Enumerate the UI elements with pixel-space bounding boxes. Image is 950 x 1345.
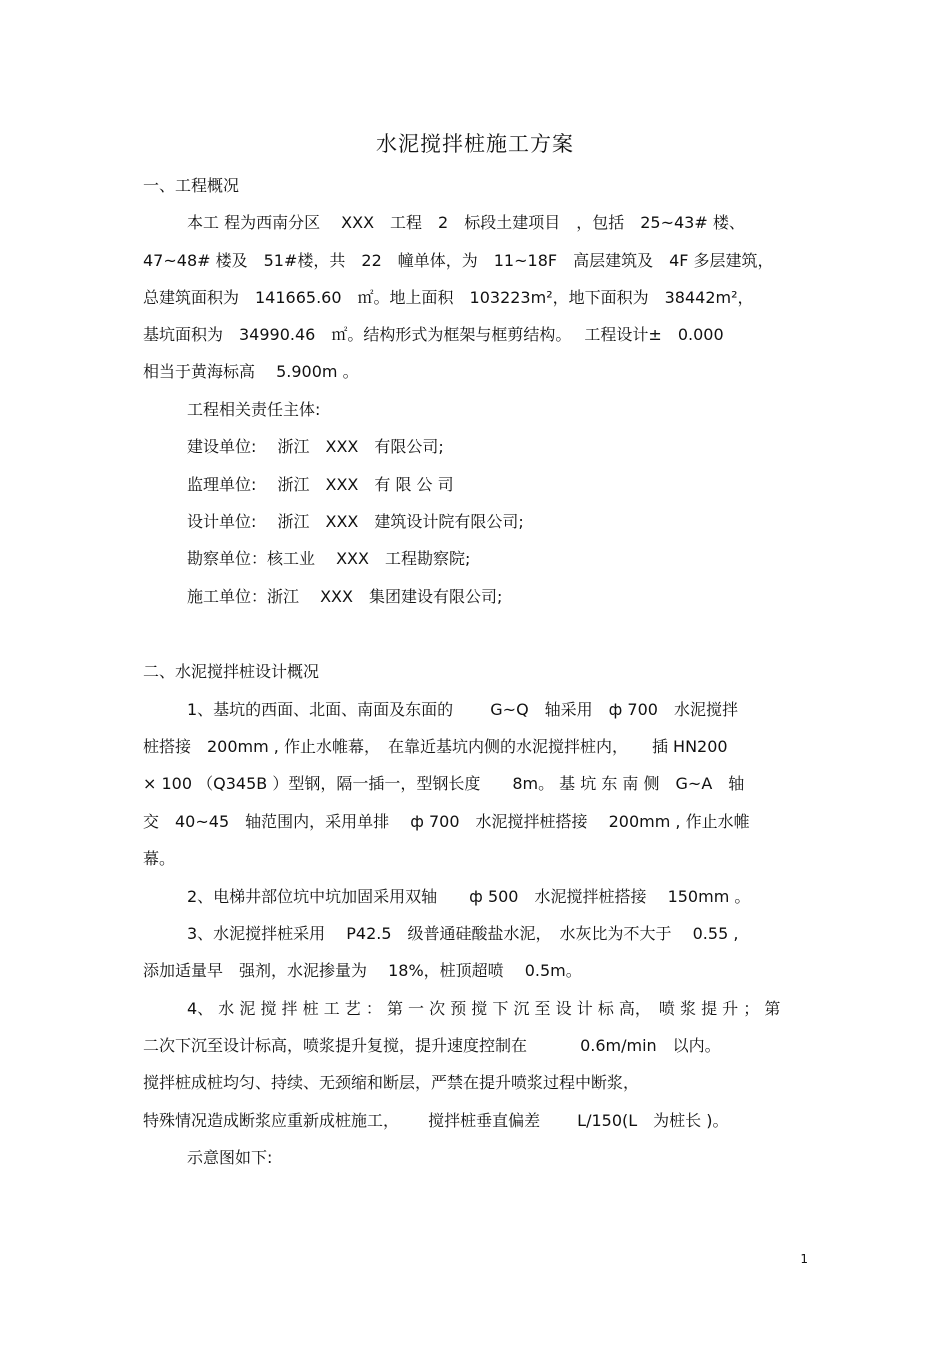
paragraph-line: 本工 程为西南分区 XXX 工程 2 标段土建项目 ，包括 25~43# 楼、 <box>187 213 745 232</box>
paragraph-line: 交 40~45 轴范围内，采用单排 ф 700 水泥搅拌桩搭接 200mm , 作止水帷 <box>143 812 750 831</box>
paragraph-line: 47~48# 楼及 51#楼，共 22 幢单体，为 11~18F 高层建筑及 4F 多层建筑， <box>143 251 774 270</box>
paragraph-line: 示意图如下: <box>187 1148 273 1167</box>
page-title: 水泥搅拌桩施工方案 <box>376 132 574 156</box>
page-number: 1 <box>800 1252 808 1266</box>
party-line: 建设单位: 浙江 XXX 有限公司; <box>187 437 444 456</box>
paragraph-line: 搅拌桩成桩均匀、持续、无颈缩和断层，严禁在提升喷浆过程中断浆， <box>143 1073 640 1092</box>
paragraph-line: 2、电梯井部位坑中坑加固采用双轴 ф 500 水泥搅拌桩搭接 150mm 。 <box>187 887 751 906</box>
section-heading: 二、水泥搅拌桩设计概况 <box>143 662 320 681</box>
party-line: 监理单位: 浙江 XXX 有 限 公 司 <box>187 475 454 494</box>
paragraph-line: 总建筑面积为 141665.60 ㎡。地上面积 103223m²，地下面积为 38442m²， <box>143 288 754 307</box>
paragraph-line: 二次下沉至设计标高，喷浆提升复搅，提升速度控制在 0.6m/min 以内。 <box>143 1036 721 1055</box>
party-line: 设计单位: 浙江 XXX 建筑设计院有限公司; <box>187 512 524 531</box>
paragraph-line: 基坑面积为 34990.46 ㎡。结构形式为框架与框剪结构。 工程设计± 0.000 <box>143 325 724 344</box>
paragraph-line: 工程相关责任主体: <box>187 400 321 419</box>
paragraph-line: 1、基坑的西面、北面、南面及东面的 G~Q 轴采用 ф 700 水泥搅拌 <box>187 700 738 719</box>
paragraph-line: 4、 水 泥 搅 拌 桩 工 艺 ： 第 一 次 预 搅 下 沉 至 设 计 标 高， 喷 浆 提 升 ； 第 <box>187 999 781 1018</box>
paragraph-line: 添加适量早 强剂，水泥掺量为 18%，桩顶超喷 0.5m。 <box>143 961 582 980</box>
paragraph-line: 3、水泥搅拌桩采用 P42.5 级普通硅酸盐水泥， 水灰比为不大于 0.55 , <box>187 924 739 943</box>
section-heading: 一、工程概况 <box>143 176 240 195</box>
paragraph-line: 相当于黄海标高 5.900m 。 <box>143 362 359 381</box>
paragraph-line: 幕。 <box>143 849 176 868</box>
paragraph-line: 桩搭接 200mm , 作止水帷幕， 在靠近基坑内侧的水泥搅拌桩内， 插 HN200 <box>143 737 728 756</box>
party-line: 施工单位：浙江 XXX 集团建设有限公司; <box>187 587 503 606</box>
party-line: 勘察单位：核工业 XXX 工程勘察院; <box>187 549 471 568</box>
paragraph-line: 特殊情况造成断浆应重新成桩施工， 搅拌桩垂直偏差 L/150(L 为桩长 )。 <box>143 1111 729 1130</box>
paragraph-line: × 100 （Q345B ）型钢，隔一插一，型钢长度 8m。 基 坑 东 南 侧 G~A 轴 <box>143 774 745 793</box>
